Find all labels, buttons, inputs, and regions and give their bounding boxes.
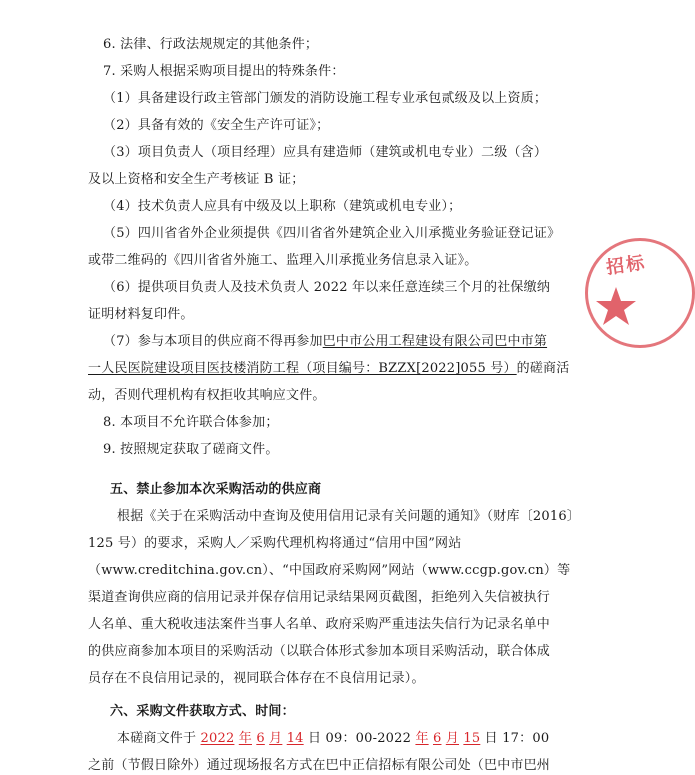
text-segment: 本磋商文件于 bbox=[117, 731, 197, 746]
text-line: 渠道查询供应商的信用记录并保存信用记录结果网页截图，拒绝列入失信被执行 bbox=[88, 590, 551, 605]
date-month: 6 bbox=[432, 731, 442, 746]
date-month: 6 bbox=[256, 731, 265, 746]
text-segment: 17：00 bbox=[502, 731, 550, 746]
text-line: （5）四川省省外企业须提供《四川省省外建筑企业入川承揽业务验证登记证》 bbox=[103, 226, 561, 241]
text-line bbox=[103, 333, 547, 351]
text-line: 或带二维码的《四川省省外施工、监理入川承揽业务信息录入证》。 bbox=[88, 253, 478, 268]
date-day: 15 bbox=[463, 731, 481, 746]
text-segment: 日 bbox=[484, 731, 498, 746]
date-unit: 月 bbox=[269, 731, 283, 746]
date-year: 2022 bbox=[200, 731, 235, 746]
text-line: 的供应商参加本项目的采购活动（以联合体形式参加本项目采购活动，联合体成 bbox=[88, 644, 551, 659]
text-line bbox=[117, 730, 549, 748]
text-segment: 的磋商活 bbox=[516, 361, 570, 376]
text-line: 8. 本项目不允许联合体参加； bbox=[103, 415, 279, 430]
text-line: （1）具备建设行政主管部门颁发的消防设施工程专业承包贰级及以上资质； bbox=[103, 91, 548, 106]
date-unit: 月 bbox=[445, 731, 460, 746]
official-seal bbox=[585, 238, 695, 348]
text-segment: 日 09：00-2022 bbox=[308, 731, 412, 746]
text-line: 动，否则代理机构有权拒收其响应文件。 bbox=[88, 388, 326, 403]
text-line: 9. 按照规定获取了磋商文件。 bbox=[103, 442, 279, 457]
text-segment: （7）参与本项目的供应商不得再参加 bbox=[103, 334, 323, 349]
text-line: （4）技术负责人应具有中级及以上职称（建筑或机电专业）； bbox=[103, 199, 462, 214]
section-heading: 五、禁止参加本次采购活动的供应商 bbox=[110, 482, 322, 497]
underlined-project-name: 巴中市公用工程建设有限公司巴中市第 bbox=[322, 334, 548, 349]
text-line: （www.creditchina.gov.cn）、“中国政府采购网”网站（www.ccgp.gov.cn）等 bbox=[88, 563, 571, 578]
text-line: 7. 采购人根据采购项目提出的特殊条件： bbox=[103, 64, 345, 79]
section-heading: 六、采购文件获取方式、时间： bbox=[110, 704, 295, 719]
text-line: （2）具备有效的《安全生产许可证》； bbox=[103, 118, 330, 133]
date-day: 14 bbox=[286, 731, 304, 746]
text-line: 员存在不良信用记录的，视同联合体存在不良信用记录）。 bbox=[88, 671, 425, 686]
seal-text: 招标 bbox=[604, 252, 648, 279]
text-line: 6. 法律、行政法规规定的其他条件； bbox=[103, 37, 319, 52]
text-line: （6）提供项目负责人及技术负责人 2022 年以来任意连续三个月的社保缴纳 bbox=[103, 280, 551, 295]
date-unit: 年 bbox=[415, 731, 429, 746]
text-line: 证明材料复印件。 bbox=[88, 307, 194, 322]
seal-star-icon bbox=[595, 285, 637, 327]
date-unit: 年 bbox=[238, 731, 252, 746]
text-line: （3）项目负责人（项目经理）应具有建造师（建筑或机电专业）二级（含） bbox=[103, 145, 548, 160]
underlined-project-number: 一人民医院建设项目医技楼消防工程（项目编号：BZZX[2022]055 号） bbox=[88, 361, 517, 376]
text-line: 之前（节假日除外）通过现场报名方式在巴中正信招标有限公司处（巴中市巴州 bbox=[88, 758, 551, 773]
text-line: 人名单、重大税收违法案件当事人名单、政府采购严重违法失信行为记录名单中 bbox=[88, 617, 551, 632]
text-line: 125 号）的要求，采购人／采购代理机构将通过“信用中国”网站 bbox=[88, 536, 462, 551]
text-line: 根据《关于在采购活动中查询及使用信用记录有关问题的通知》（财库〔2016〕 bbox=[117, 509, 580, 524]
text-line bbox=[88, 360, 569, 378]
text-line: 及以上资格和安全生产考核证 B 证； bbox=[88, 172, 305, 187]
